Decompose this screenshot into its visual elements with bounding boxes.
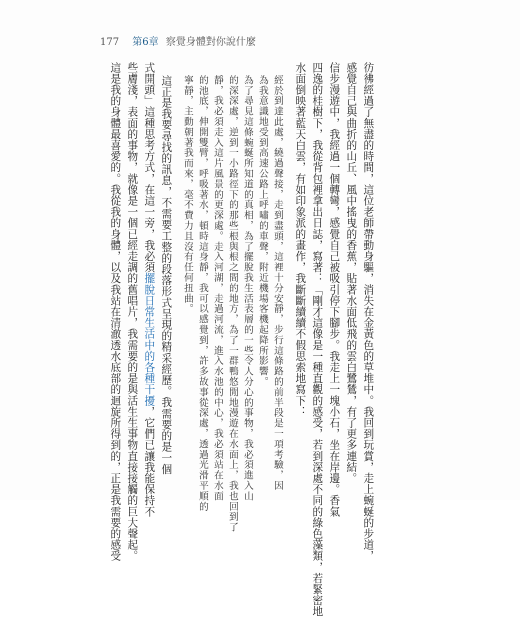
paragraph-line: 四逸的桂樹下，我從背包裡拿出日誌，寫著：「剛才這像是一種直觀的感受，若到深處不同的綠色藻類，若緊密地 <box>311 62 324 617</box>
paragraph-line: 式開頭」這種思考方式，在這一旁，我必須擺脫日常生活中的各種干擾，它們已讓我能保持不 <box>143 62 156 518</box>
quote-line: 為了尋見這條蜿蜒所知道的真相，為了擺脫我生活表層的一些令人分心的事物，我必須進入山 <box>241 75 253 502</box>
paragraph-line: 這是我的身體最喜愛的。我從我的身體，以及我站在清澈透水底部的迴旋所得到的，正是我需要的感受 <box>109 62 122 562</box>
paragraph-line: 水面倒映著藍天白雲，有如印象派的畫作，我斷斷續續不假思索地寫下： <box>294 62 307 418</box>
quote-line: 的深深處，逆到一小路徑下的那些根與根之間的地方，為了一群鴨悠閒地漫遊在水面上，我也回到了 <box>226 75 238 533</box>
running-header <box>100 33 256 48</box>
quote-line: 靜，我必須走入這片風景的更深處。走入河湖，走過河流，進入水池的中心，我必須站在水面 <box>211 75 223 502</box>
paragraph-line: 些膚淺，表面的事物，就像是一個已經走調的舊唱片，我需要的是與活生生事物直接接觸的巨大聲起。 <box>126 62 139 562</box>
paragraph-line: 彷彿經過了無盡的時間，這位老師帶動身驅，消失在金黃色的草堆中。我回到玩賞，走上蜿蜒的步道， <box>362 62 375 562</box>
chapter-label: 第6章 <box>132 37 159 48</box>
quote-line: 寧靜，主動朝著我而來，毫不費力且沒有任何扭曲。 <box>181 75 193 315</box>
paragraph-line: 信步漫遊中，我經過一個轉彎，感覺自己被吸引停下腳步。我走上一塊小石，坐在岸邊。香氣 <box>328 62 341 518</box>
quote-line: 為我意識地受到高速公路上呼嘯的車聲，附近機場客機起降所影響。 <box>256 75 268 387</box>
paragraph-line: 感覺自己與曲折的山丘、風中搖曳的香蕉，貼著水面低飛的雲白鷺鷥，有了更多連結。 <box>345 62 358 484</box>
page-number: 177 <box>100 37 120 48</box>
quote-line: 的池底，伸開雙臂，呼吸著水，頓時這身靜，我可以感覺到，許多故事從深處，透過光滑平順的 <box>196 75 208 512</box>
highlighted-phrase: 擺脫日常生活中的各種干擾 <box>143 272 156 407</box>
chapter-title: 察覺身體對你說什麼 <box>165 37 256 48</box>
quote-line: 經於到達此處，繞過聲接，走到盡頭，這裡十分安靜，步行這條路的前半段是一項考驗，因 <box>271 75 283 491</box>
paragraph-line: 這正是我要尋找的訊息，不需要工整的段落形式呈現的精采經歷。我需要的是一個 <box>160 75 173 475</box>
